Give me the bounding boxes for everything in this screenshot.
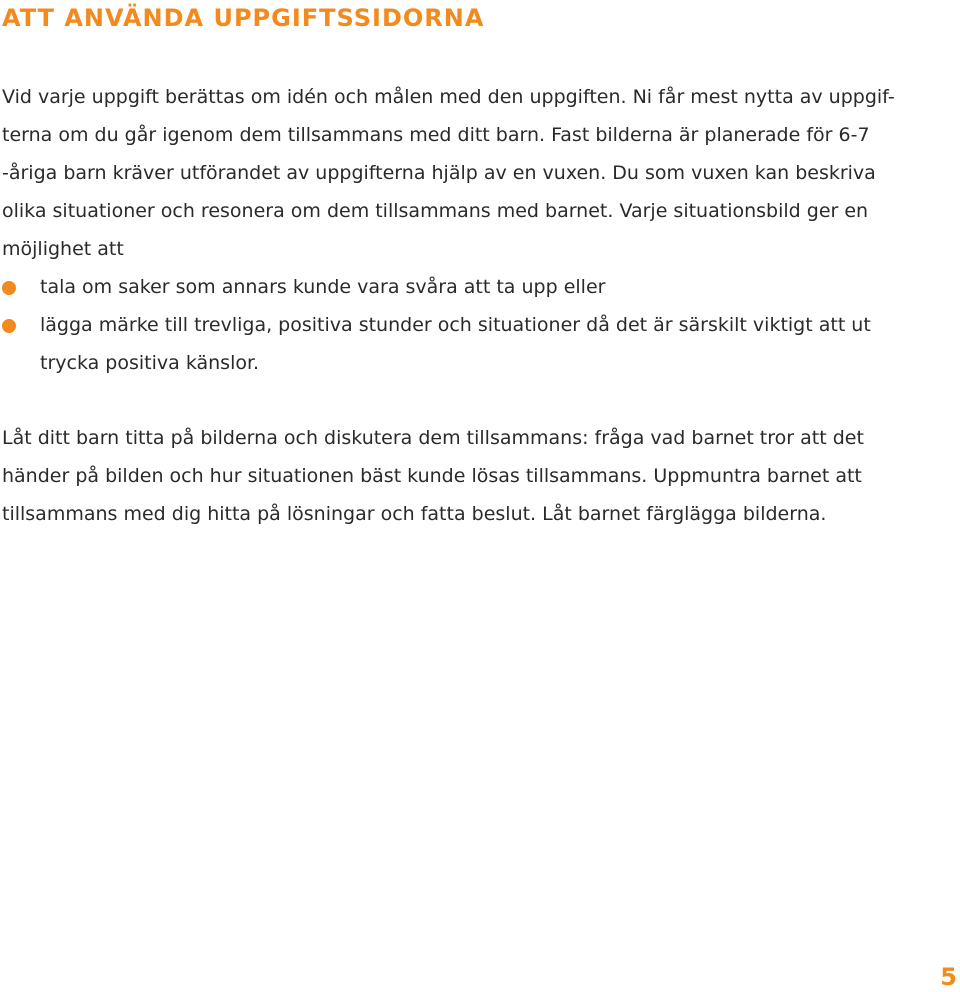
bullet-line: tala om saker som annars kunde vara svåra att ta upp eller — [40, 276, 606, 298]
bullet-item-1 — [2, 268, 932, 306]
intro-paragraph — [2, 78, 932, 268]
intro-line: Vid varje uppgift berättas om idén och målen med den uppgiften. Ni får mest nytta av uppgif- — [2, 86, 895, 108]
bullet-line: trycka positiva känslor. — [40, 352, 260, 374]
bullet-list — [2, 268, 932, 382]
bullet-line: lägga märke till trevliga, positiva stunder och situationer då det är särskilt viktigt att ut — [40, 314, 871, 336]
page-title: ATT ANVÄNDA UPPGIFTSSIDORNA — [2, 4, 485, 32]
bullet-dot-icon — [2, 281, 16, 295]
bullet-dot-icon — [2, 319, 16, 333]
second-paragraph — [2, 419, 932, 533]
intro-line: möjlighet att — [2, 238, 124, 260]
intro-line: -åriga barn kräver utförandet av uppgifterna hjälp av en vuxen. Du som vuxen kan beskriva — [2, 162, 876, 184]
bullet-item-2 — [2, 306, 932, 382]
intro-line: terna om du går igenom dem tillsammans med ditt barn. Fast bilderna är planerade för 6-7 — [2, 124, 870, 146]
paragraph-line: Låt ditt barn titta på bilderna och diskutera dem tillsammans: fråga vad barnet tror att det — [2, 427, 864, 449]
paragraph-line: händer på bilden och hur situationen bäst kunde lösas tillsammans. Uppmuntra barnet att — [2, 465, 862, 487]
second-paragraph-section — [2, 419, 932, 533]
paragraph-line: tillsammans med dig hitta på lösningar och fatta beslut. Låt barnet färglägga bilderna. — [2, 503, 827, 525]
intro-line: olika situationer och resonera om dem tillsammans med barnet. Varje situationsbild ger en — [2, 200, 869, 222]
intro-section — [2, 78, 932, 382]
page-number: 5 — [940, 963, 957, 991]
